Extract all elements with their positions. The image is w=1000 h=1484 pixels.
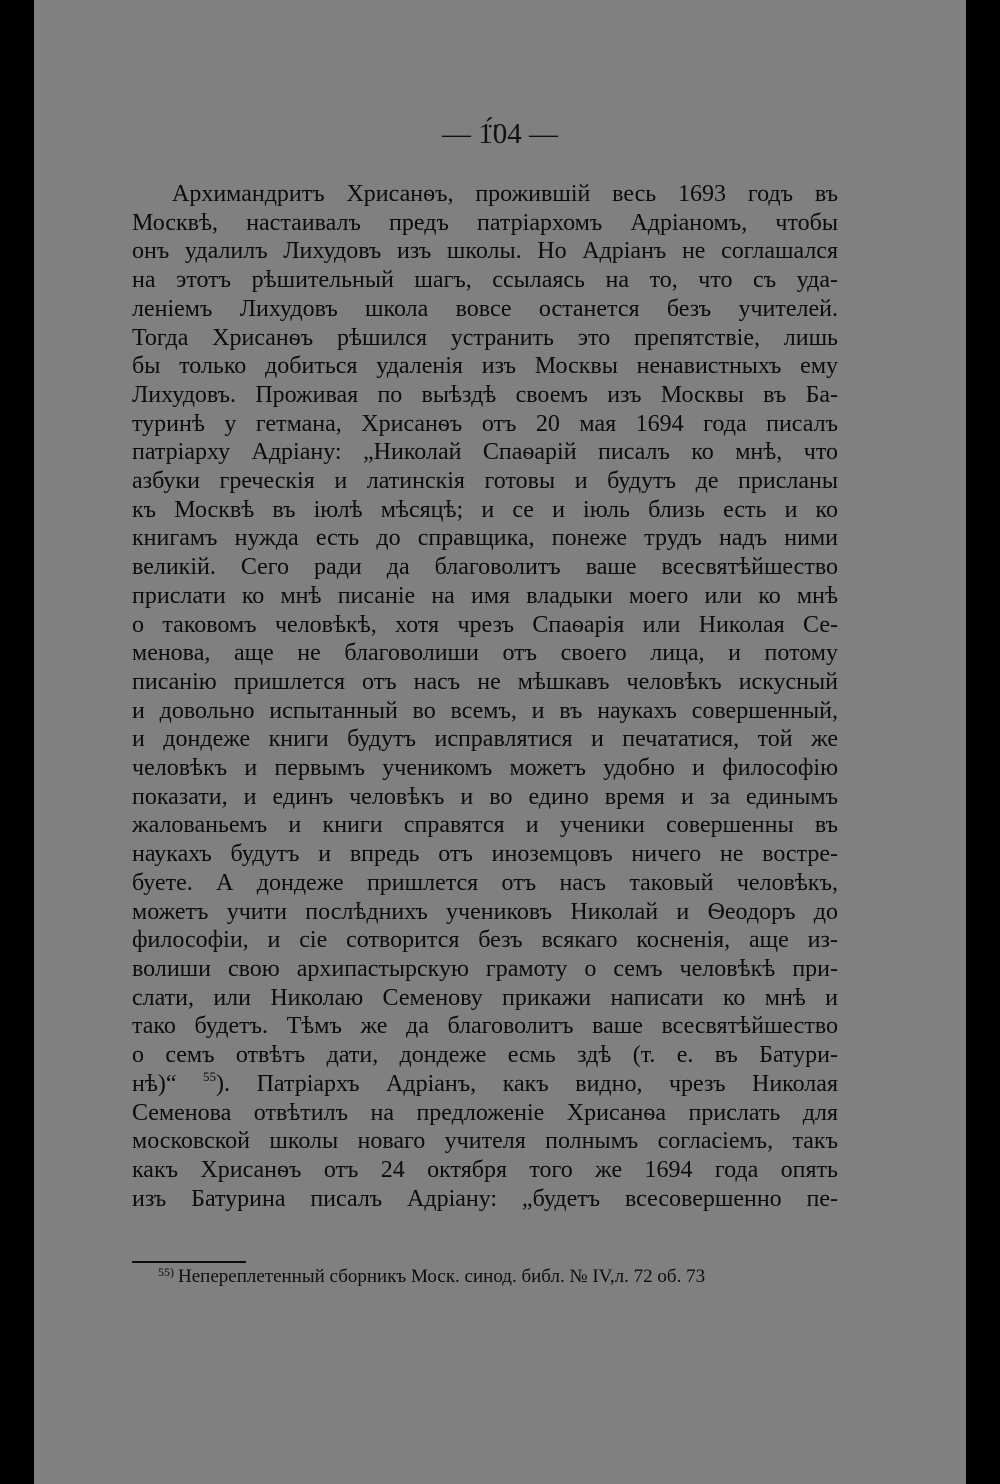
- text-line: къ Москвѣ въ іюлѣ мѣсяцѣ; и се и іюль близь есть и ко: [132, 496, 838, 523]
- text-line: Лихудовъ. Проживая по выѣздѣ своемъ изъ Москвы въ Ба-: [132, 381, 838, 408]
- text-line: человѣкъ и первымъ ученикомъ можетъ удобно и философію: [132, 755, 838, 782]
- text-line: о семъ отвѣтъ дати, дондеже есмь здѣ (т. е. въ Батури-: [132, 1042, 838, 1069]
- page-number: — 1̈́04 —: [442, 118, 558, 150]
- text-line-with-footnote-ref: [132, 1070, 838, 1099]
- text-line: великій. Сего ради да благоволитъ ваше всесвятѣйшество: [132, 554, 838, 581]
- footnote-text: Непереплетенный сборникъ Моск. синод. библ. № IV,л. 72 об. 73: [178, 1266, 706, 1287]
- text-line: Москвѣ, настаивалъ предъ патріархомъ Адріаномъ, чтобы: [132, 209, 838, 236]
- text-fragment: ). Патріархъ Адріанъ, какъ видно, чрезъ Николая: [216, 1070, 838, 1097]
- text-line: буете. А дондеже пришлется отъ насъ таковый человѣкъ,: [132, 869, 838, 896]
- text-line: Тогда Хрисанѳъ рѣшился устранить это препятствіе, лишь: [132, 324, 838, 351]
- text-line: прислати ко мнѣ писаніе на имя владыки моего или ко мнѣ: [132, 582, 838, 609]
- footnote-reference: 55: [203, 1068, 217, 1084]
- book-page: [34, 0, 966, 1484]
- body-paragraph: [132, 180, 838, 1213]
- text-line: показати, и единъ человѣкъ и во едино время и за единымъ: [132, 783, 838, 810]
- text-line: какъ Хрисанѳъ отъ 24 октября того же 1694 года опять: [132, 1156, 838, 1183]
- text-line: писанію пришлется отъ насъ не мѣшкавъ человѣкъ искусный: [132, 668, 838, 695]
- text-line: жалованьемъ и книги справятся и ученики совершенны въ: [132, 812, 838, 839]
- text-line: бы только добиться удаленія изъ Москвы ненавистныхъ ему: [132, 353, 838, 380]
- text-line: слати, или Николаю Семенову прикажи написати ко мнѣ и: [132, 984, 838, 1011]
- text-line: азбуки греческія и латинскія готовы и будутъ де присланы: [132, 468, 838, 495]
- footnote: [158, 1265, 838, 1288]
- text-line: о таковомъ человѣкѣ, хотя чрезъ Спаѳарія или Николая Се-: [132, 611, 838, 638]
- text-line: туринѣ у гетмана, Хрисанѳъ отъ 20 мая 1694 года писалъ: [132, 410, 838, 437]
- text-line: можетъ учити послѣднихъ учениковъ Николай и Ѳеодоръ до: [132, 898, 838, 925]
- text-line: патріарху Адріану: „Николай Спаѳарій писалъ ко мнѣ, что: [132, 439, 838, 466]
- footnote-marker: 55): [158, 1265, 174, 1279]
- text-line: волиши свою архипастырскую грамоту о семъ человѣкѣ при-: [132, 955, 838, 982]
- text-line: на этотъ рѣшительный шагъ, ссылаясь на то, что съ уда-: [132, 267, 838, 294]
- text-line: философіи, и сіе сотворится безъ всякаго косненія, аще из-: [132, 927, 838, 954]
- text-line: Архимандритъ Хрисанѳъ, прожившій весь 1693 годъ въ: [172, 181, 838, 207]
- footnote-divider: [132, 1261, 246, 1263]
- text-line: менова, аще не благоволиши отъ своего лица, и потому: [132, 640, 838, 667]
- text-line: и дондеже книги будутъ исправлятися и печататися, той же: [132, 726, 838, 753]
- text-line: книгамъ нужда есть до справщика, понеже трудъ надъ ними: [132, 525, 838, 552]
- text-line: онъ удалилъ Лихудовъ изъ школы. Но Адріанъ не соглашался: [132, 238, 838, 265]
- text-line: и довольно испытанный во всемъ, и въ наукахъ совершенный,: [132, 697, 838, 724]
- text-fragment: нѣ)“: [132, 1070, 204, 1097]
- text-line: леніемъ Лихудовъ школа вовсе останется безъ учителей.: [132, 295, 838, 322]
- text-line: московской школы новаго учителя полнымъ согласіемъ, такъ: [132, 1128, 838, 1155]
- text-line: Семенова отвѣтилъ на предложеніе Хрисанѳа прислать для: [132, 1099, 838, 1126]
- text-line: тако будетъ. Тѣмъ же да благоволитъ ваше всесвятѣйшество: [132, 1013, 838, 1040]
- text-line: наукахъ будутъ и впредь отъ иноземцовъ ничего не востре-: [132, 841, 838, 868]
- text-line: изъ Батурина писалъ Адріану: „будетъ всесовершенно пе-: [132, 1185, 838, 1212]
